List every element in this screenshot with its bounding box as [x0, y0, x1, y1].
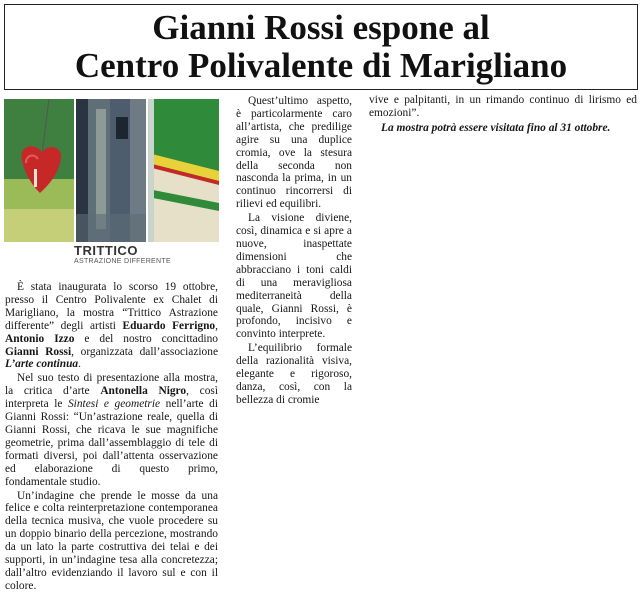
artwork-caption-subtitle: ASTRAZIONE DIFFERENTE	[74, 258, 171, 265]
headline	[4, 4, 638, 90]
text-run: La visione diviene, così, dinamica e si apre a nuove, inaspettate dimensioni che abbracciano i toni caldi di una meravigliosa mediterraneità della quale, Gianni Rossi, è profondo, incisivo e convinto interprete.	[236, 212, 352, 341]
artist-name: Antonio Izzo	[5, 332, 75, 345]
headline-line-1: Gianni Rossi espone al	[152, 8, 490, 47]
text-run: L’equilibrio formale della razionalità visiva, elegante e rigoroso, danza, così, con la bellezza di cromie	[236, 342, 352, 406]
apple-shape	[4, 99, 74, 242]
work-title: Sintesi e geometrie	[67, 398, 161, 411]
text-run: ,	[215, 319, 218, 332]
text-run: Quest’ultimo aspetto, è particolarmente caro all’artista, che predilige agire su una duplice cromia, ove la stesura della seconda non nasconda la prima, in un continuo rincorrersi di rilievi ed equilibri.	[236, 95, 352, 211]
artist-name: Eduardo Ferrigno	[122, 319, 216, 332]
text-run: .	[78, 358, 81, 371]
abstract-shape	[76, 99, 146, 242]
artwork-panel-right	[148, 99, 219, 242]
closing-note: La mostra potrà essere visitata fino al 31 ottobre.	[381, 121, 611, 134]
paragraph-6-continued	[369, 94, 637, 120]
text-run: Nel suo testo di presentazione alla mostra, la critica d’arte	[5, 372, 218, 398]
text-run: Un’indagine che prende le mosse da una felice e colta reinterpretazione contemporanea della tecnica musiva, che vuole procedere su un doppio binario della percezione, mostrando da un lato la parte costruttiva dei telai e dei supporti, in un’indagine tesa alla concretezza; dall’altro evidenziando il lavoro sul e con il colore.	[5, 489, 218, 592]
paragraph-3	[5, 490, 218, 593]
text-run: È stata inaugurata lo scorso 19 ottobre, presso il Centro Polivalente ex Chalet di Marigliano, la mostra “Trittico Astrazione differente” degli artisti	[5, 281, 218, 332]
paragraph-4	[236, 95, 352, 211]
paragraph-6	[236, 342, 352, 407]
stripes-shape	[148, 99, 219, 242]
artist-name: Gianni Rossi	[5, 345, 72, 358]
headline-line-2: Centro Polivalente di Marigliano	[74, 46, 568, 85]
text-run: vive e palpitanti, in un rimando continuo di lirismo ed emozioni”.	[369, 94, 637, 119]
article-column-2	[236, 94, 352, 407]
artwork-panel-left	[4, 99, 74, 242]
article-column-3	[369, 94, 637, 135]
text-run: , organizzata dall’associazione	[71, 345, 218, 358]
text-run: e del nostro concittadino	[74, 332, 218, 345]
article-column-1	[5, 281, 218, 593]
paragraph-2	[5, 372, 218, 488]
text-run: , così interpreta le	[5, 385, 218, 411]
association-name: L’arte continua	[5, 358, 79, 371]
critic-name: Antonella Nigro	[100, 385, 187, 398]
text-run: nell’arte di Gianni Rossi: “Un’astrazione reale, quella di Gianni Rossi, che ricava le sue magnifiche geometrie, prima dall’assemblaggio di tele di formati diversi, poi dall’attenta osservazione ed elaborazione di questo primo, fondamentale studio.	[5, 398, 218, 488]
artwork-image	[4, 99, 219, 267]
paragraph-5	[236, 212, 352, 341]
paragraph-1	[5, 281, 218, 371]
artwork-caption-title: TRITTICO	[74, 243, 138, 258]
artwork-panel-middle	[76, 99, 146, 242]
